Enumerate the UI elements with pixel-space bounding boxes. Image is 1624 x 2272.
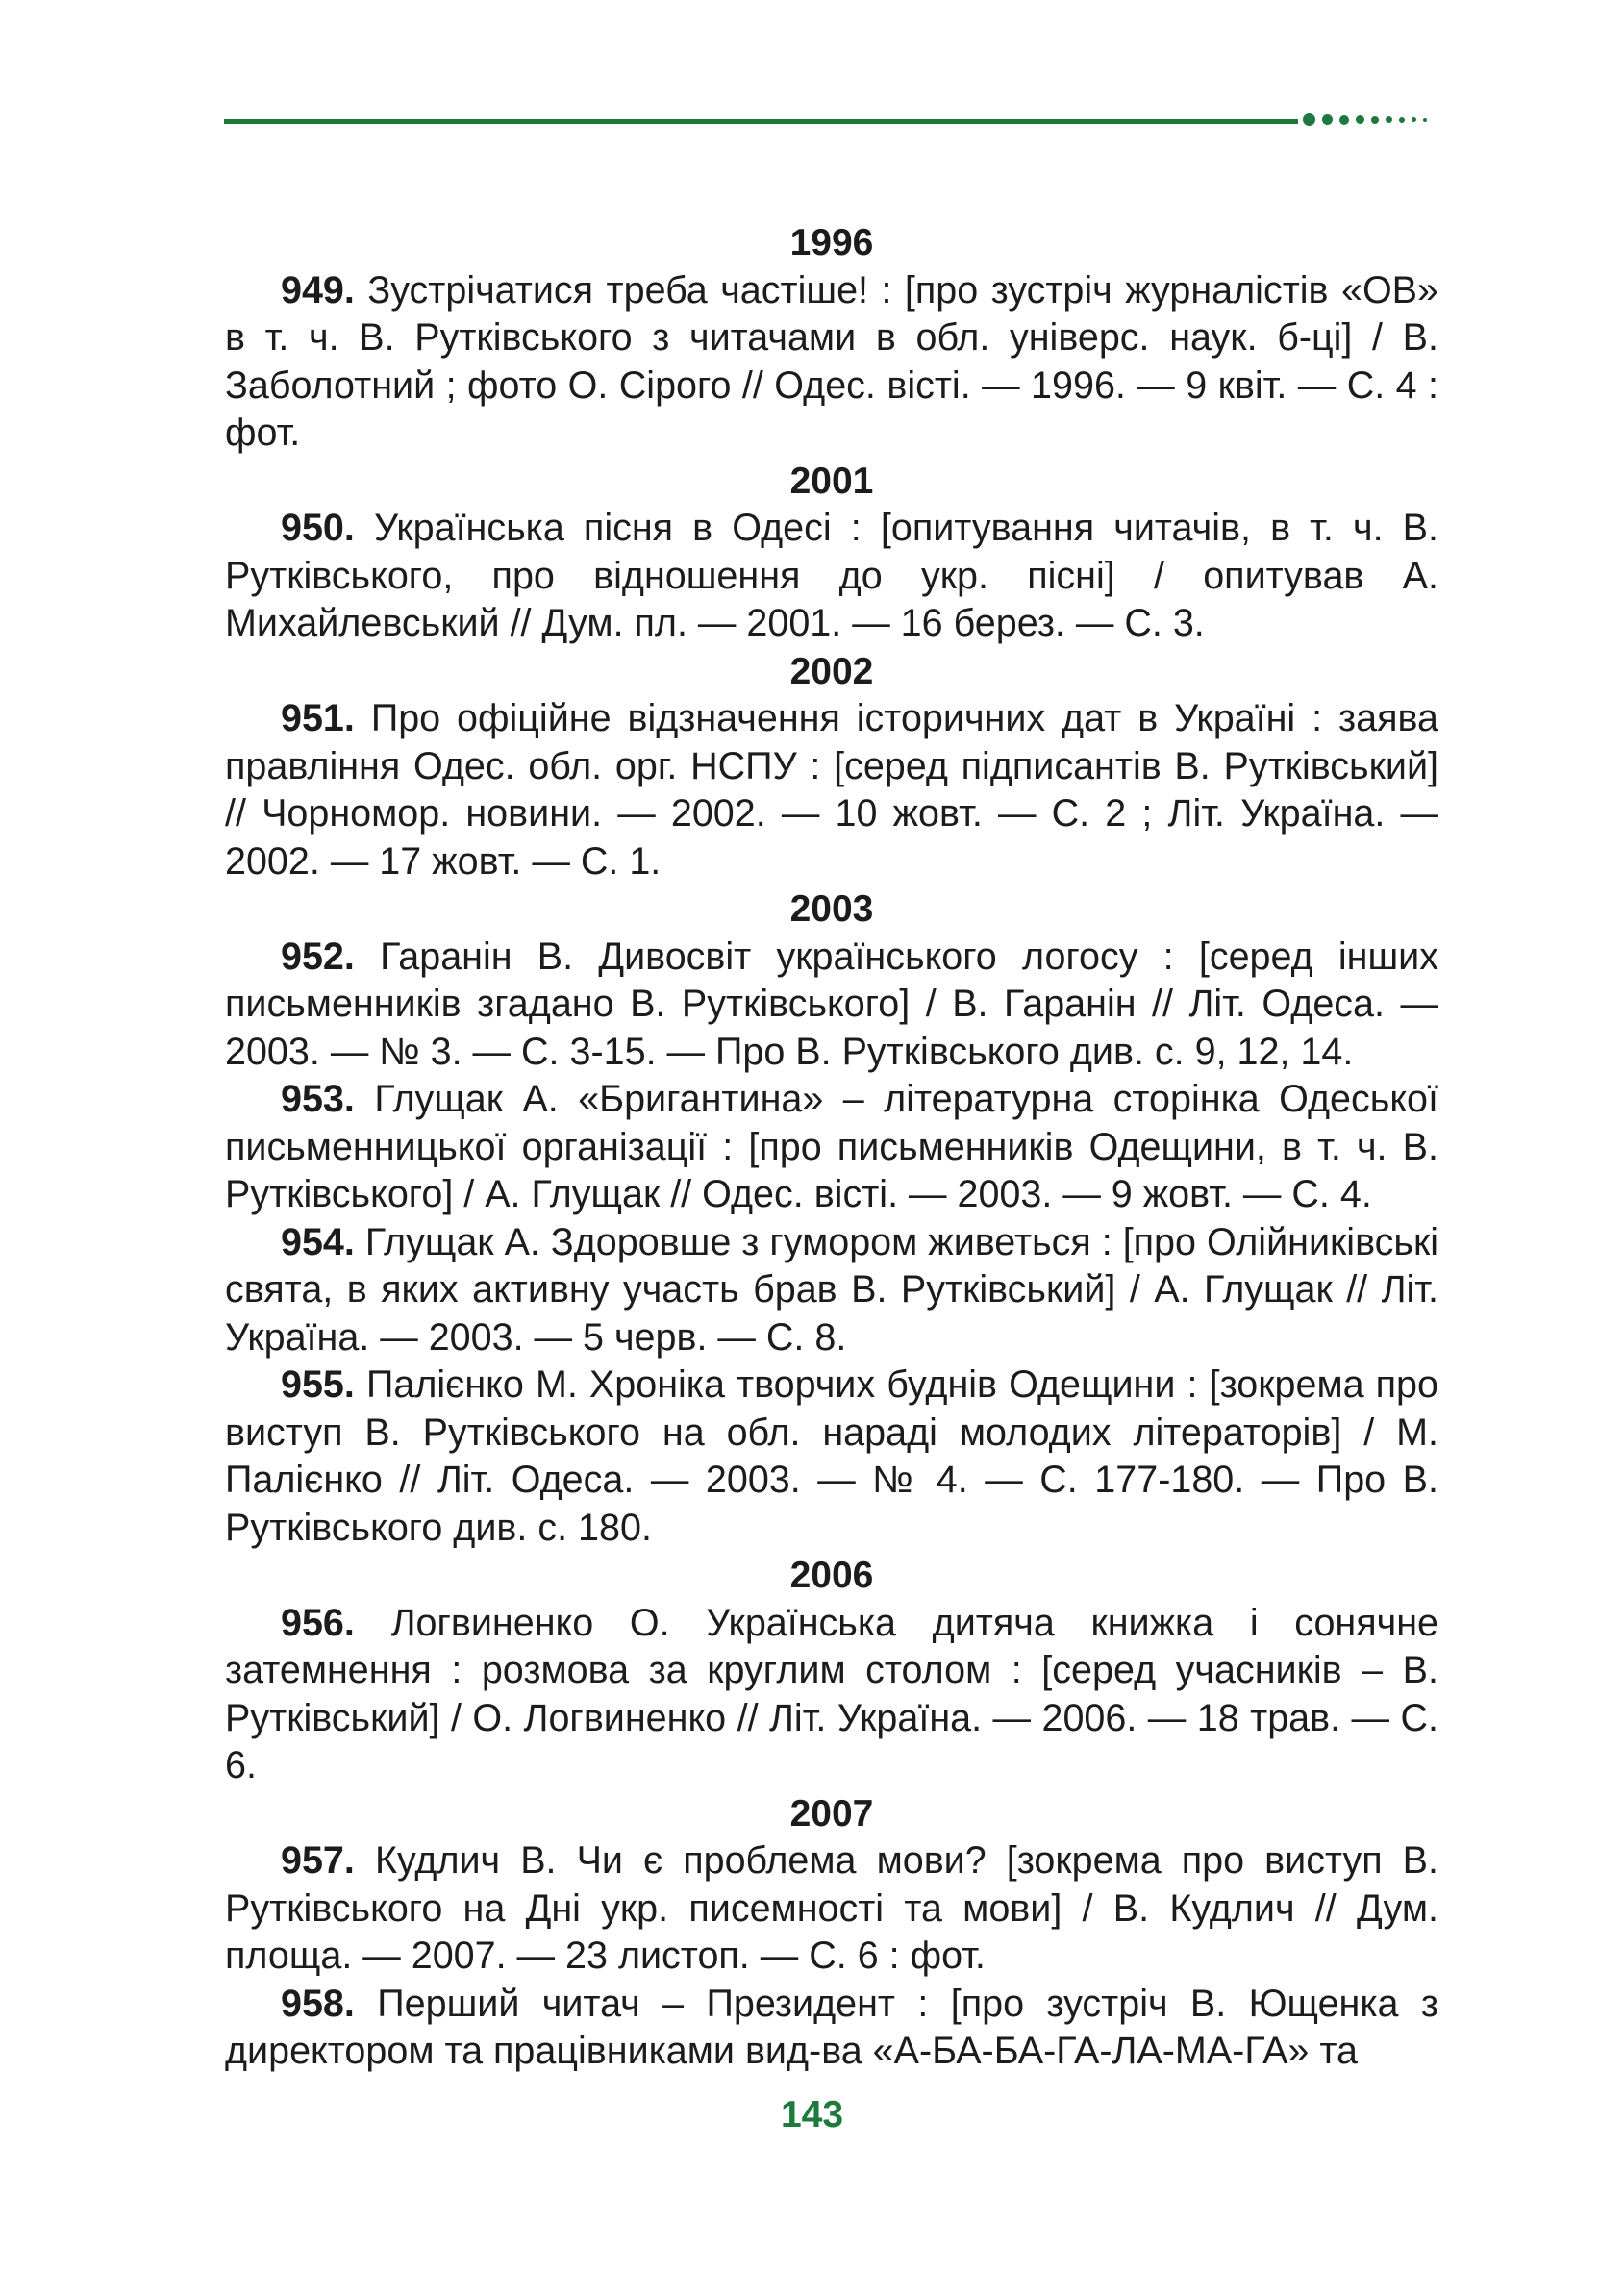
bibliography-entry <box>225 934 1438 1077</box>
bibliography-entry <box>225 695 1438 886</box>
entry-number: 953. <box>281 1078 355 1120</box>
bibliography-content <box>225 219 1438 2076</box>
header-dots <box>1303 113 1434 126</box>
entry-text: Гаранін В. Дивосвіт українського логосу : [серед інших письменників згадано В. Рутківського] / В. Гаранін // Літ. Одеса. — 2003. — № 3. — С. 3-15. — Про В. Рутківського див. с. 9, 12, 14. <box>225 935 1438 1073</box>
entry-text: Перший читач – Президент : [про зустріч В. Ющенка з директором та працівниками вид-ва «А-БА-БА-ГА-ЛА-МА-ГА» та <box>225 1982 1438 2072</box>
page-number: 143 <box>780 2094 844 2135</box>
bibliography-entry <box>225 1600 1438 1790</box>
entry-number: 955. <box>281 1363 355 1406</box>
year-heading: 2002 <box>789 650 874 692</box>
entry-text: Палієнко М. Хроніка творчих буднів Одещини : [зокрема про виступ В. Рутківського на обл. нараді молодих літераторів] / М. Палієнко // Літ. Одеса. — 2003. — № 4. — С. 177-180. — Про В. Рутківського див. с. 180. <box>225 1363 1438 1549</box>
entry-text: Українська пісня в Одесі : [опитування читачів, в т. ч. В. Рутківського, про відношення до укр. пісні] / опитував А. Михайлевський // Дум. пл. — 2001. — 16 берез. — С. 3. <box>225 507 1438 644</box>
entry-number: 949. <box>281 268 355 312</box>
entry-text: Про офіційне відзначення історичних дат в Україні : заява правління Одес. обл. орг. НСПУ : [серед підписантів В. Рутківський] // Чорномор. новини. — 2002. — 10 жовт. — С. 2 ; Літ. Україна. — 2002. — 17 жовт. — С. 1. <box>225 697 1438 883</box>
header-dot <box>1356 115 1364 124</box>
entry-text: Кудлич В. Чи є проблема мови? [зокрема про виступ В. Рутківського на Дні укр. писемності та мови] / В. Кудлич // Дум. площа. — 2007. — 23 листоп. — С. 6 : фот. <box>225 1839 1438 1977</box>
entry-text: Глущак А. Здоровше з гумором живеться : [про Олійниківські свята, в яких активну участь брав В. Рутківський] / А. Глущак // Літ. Україна. — 2003. — 5 черв. — С. 8. <box>225 1220 1439 1359</box>
header-dot <box>1399 117 1405 123</box>
entry-text: Зустрічатися треба частіше! : [про зустріч журналістів «ОВ» в т. ч. В. Рутківського з читачами в обл. універс. наук. б-ці] / В. Заболотний ; фото О. Сірого // Одес. вісті. — 1996. — 9 квіт. — С. 4 : фот. <box>225 268 1438 454</box>
header-dot <box>1423 118 1427 122</box>
bibliography-entry <box>225 1076 1438 1219</box>
header-dot <box>1386 116 1392 123</box>
year-heading: 2003 <box>789 888 874 930</box>
year-heading: 2007 <box>789 1792 874 1835</box>
entry-text: Глущак А. «Бригантина» – літературна сторінка Одеської письменницької організації : [про письменників Одещини, в т. ч. В. Рутківського] / А. Глущак // Одес. вісті. — 2003. — 9 жовт. — С. 4. <box>225 1078 1438 1215</box>
header-dot <box>1339 115 1349 125</box>
entry-number: 954. <box>281 1220 355 1263</box>
header-dot <box>1303 113 1315 126</box>
entry-number: 958. <box>281 1982 355 2025</box>
entry-number: 951. <box>281 697 355 739</box>
bibliography-entry <box>225 1361 1438 1552</box>
bibliography-entry <box>225 267 1438 458</box>
bibliography-entry <box>225 505 1438 648</box>
year-heading: 1996 <box>789 222 874 263</box>
year-heading: 2006 <box>789 1555 874 1596</box>
entry-text: Логвиненко О. Українська дитяча книжка і сонячне затемнення : розмова за круглим столом : [серед учасників – В. Рутківський] / О. Логвиненко // Літ. Україна. — 2006. — 18 трав. — С. 6. <box>225 1601 1438 1786</box>
bibliography-entry <box>225 1837 1438 1981</box>
header-dot <box>1322 114 1333 125</box>
header-rule <box>224 119 1298 124</box>
entry-number: 950. <box>281 507 355 549</box>
entry-number: 956. <box>281 1601 355 1644</box>
entry-number: 952. <box>281 935 355 978</box>
bibliography-entry <box>225 1219 1438 1362</box>
header-dot <box>1371 116 1379 124</box>
bibliography-entry <box>225 1981 1438 2076</box>
year-heading: 2001 <box>789 460 874 502</box>
entry-number: 957. <box>281 1839 355 1882</box>
header-dot <box>1412 117 1416 122</box>
